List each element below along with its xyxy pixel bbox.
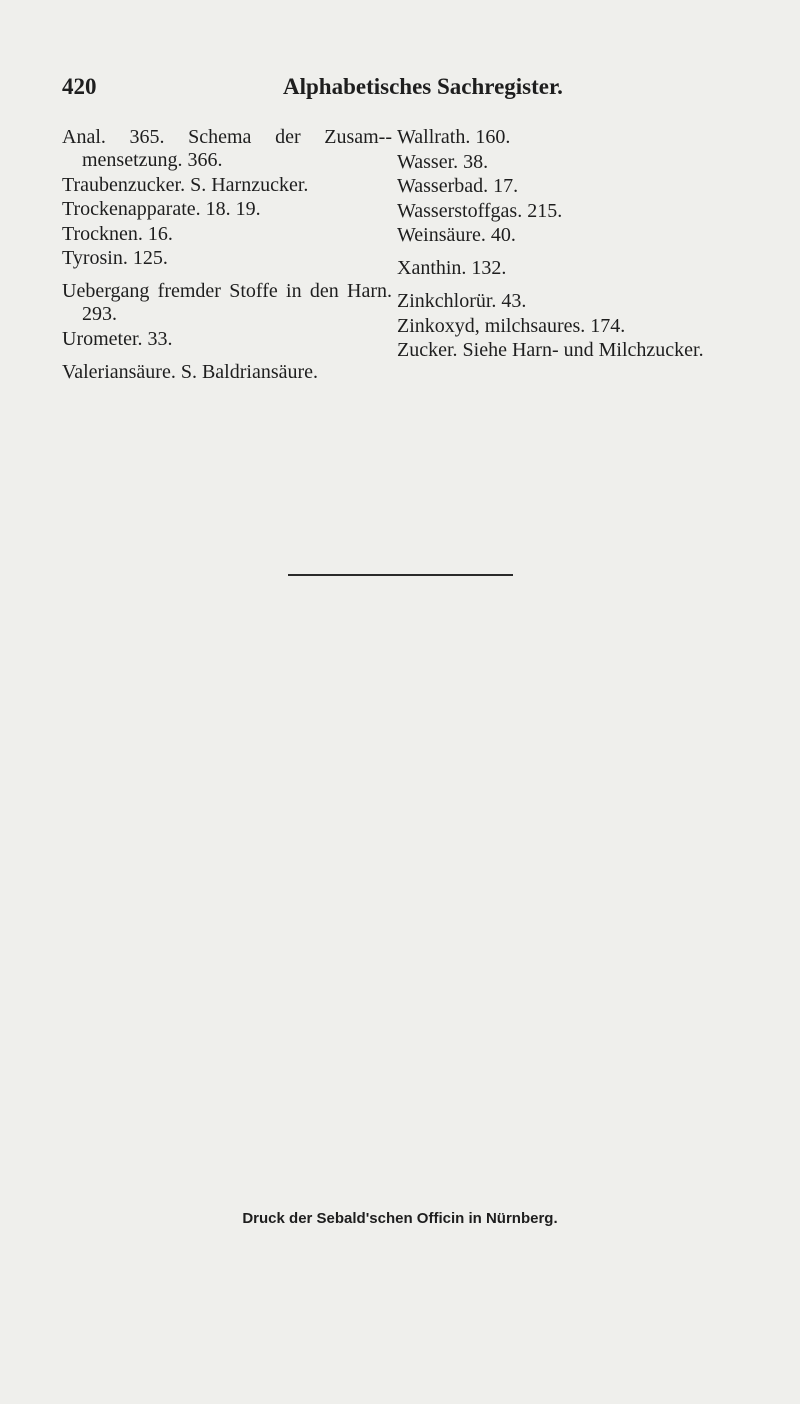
index-entry: Wasser. 38.: [397, 150, 489, 173]
index-entry: Zinkchlorür. 43.: [397, 290, 527, 312]
index-entry: Trockenapparate. 18. 19.: [62, 198, 261, 220]
running-head: Alphabetisches Sachregister.: [283, 74, 563, 99]
index-entry: Wallrath. 160.: [397, 126, 511, 148]
index-entry: Xanthin. 132.: [397, 257, 507, 279]
index-entry: Urometer. 33.: [62, 327, 173, 350]
index-column-right: [397, 126, 777, 364]
index-entry: Trocknen. 16.: [62, 222, 173, 245]
index-entry: Tyrosin. 125.: [62, 247, 168, 269]
index-entry: Uebergang fremder Stoffe in den Harn. 293.: [62, 280, 392, 325]
printer-imprint: Druck der Sebald'schen Officin in Nürnberg.: [242, 1210, 558, 1227]
page-number: 420: [62, 74, 97, 99]
index-entry: Wasserstoffgas. 215.: [397, 199, 563, 222]
end-rule: [288, 574, 513, 576]
index-entry: Valeriansäure. S. Baldriansäure.: [62, 360, 319, 383]
index-entry: Wasserbad. 17.: [397, 175, 519, 197]
index-entry: Traubenzucker. S. Harnzucker.: [62, 173, 309, 196]
index-entry: Zinkoxyd, milchsaures. 174.: [397, 314, 626, 337]
index-entry: Anal. 365. Schema der Zusam-mensetzung. 366.: [62, 126, 392, 171]
index-entry: Weinsäure. 40.: [397, 224, 516, 246]
index-entry: Zucker. Siehe Harn- und Milchzucker.: [397, 339, 704, 361]
index-column-left: [62, 126, 392, 385]
